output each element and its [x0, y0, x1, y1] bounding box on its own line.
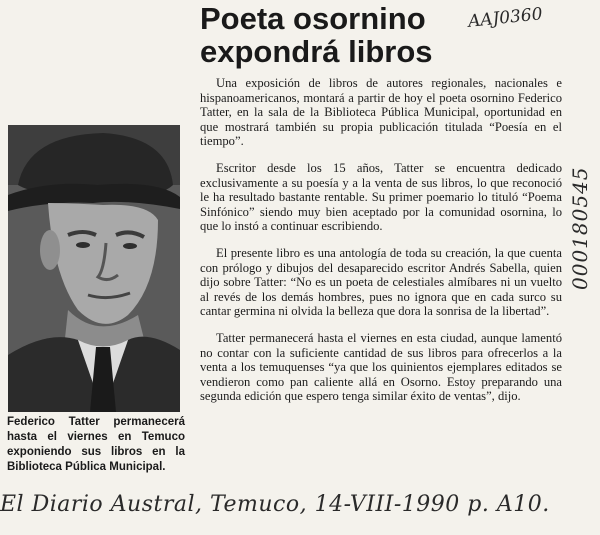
- article-paragraph: El presente libro es una antología de toda su creación, la que cuenta con prólogo y dibujos del desaparecido escritor Andrés Sabella, quien dijo sobre Tatter: “No es un poeta de celestiales almíbares ni un vuelto al revés de los demás hombres, pues no ignora que en cada surco su cantar germina ni olvida la belleza que dora la sonrisa de la libertad”.: [200, 245, 562, 319]
- headline-line-1: Poeta osornino: [200, 1, 426, 36]
- headline-line-2: expondrá libros: [200, 34, 433, 69]
- portrait-photo: [8, 125, 180, 412]
- vertical-code-handwritten: 000180545: [568, 166, 592, 290]
- archive-code-handwritten: AAJ0360: [467, 4, 544, 32]
- article-paragraph: Escritor desde los 15 años, Tatter se encuentra dedicado exclusivamente a su poesía y a la venta de sus libros, lo que reconoció le ha resultado bastante rentable. Su primer poemario lo tituló “Poema Sinfónico” siendo muy bien aceptado por la comunidad osornina, lo que lo instó a continuar escribiendo.: [200, 160, 562, 234]
- article-paragraph: Una exposición de libros de autores regionales, nacionales e hispanoamericanos, montará a partir de hoy el poeta osornino Federico Tatter, en la sala de la Biblioteca Pública Municipal, oportunidad en que mostrará también su propia publicación titulada “Poesía en el tiempo”.: [200, 76, 562, 149]
- article-paragraph: Tatter permanecerá hasta el viernes en esta ciudad, aunque lamentó no contar con la suficiente cantidad de sus libros para ofrecerlos a la venta a los temuquenses “ya que los quinientos ejemplares editados se vendieron como pan caliente allá en Osorno. Estoy preparando una segunda edición que espero tenga similar éxito de ventas”, dijo.: [200, 330, 562, 404]
- photo-caption: Federico Tatter permanecerá hasta el viernes en Temuco exponiendo sus libros en la Biblioteca Pública Municipal.: [7, 416, 185, 473]
- portrait-illustration: [8, 125, 180, 412]
- article-body: [200, 76, 562, 416]
- source-citation-handwritten: El Diario Austral, Temuco, 14-VIII-1990 p. A10.: [0, 492, 550, 517]
